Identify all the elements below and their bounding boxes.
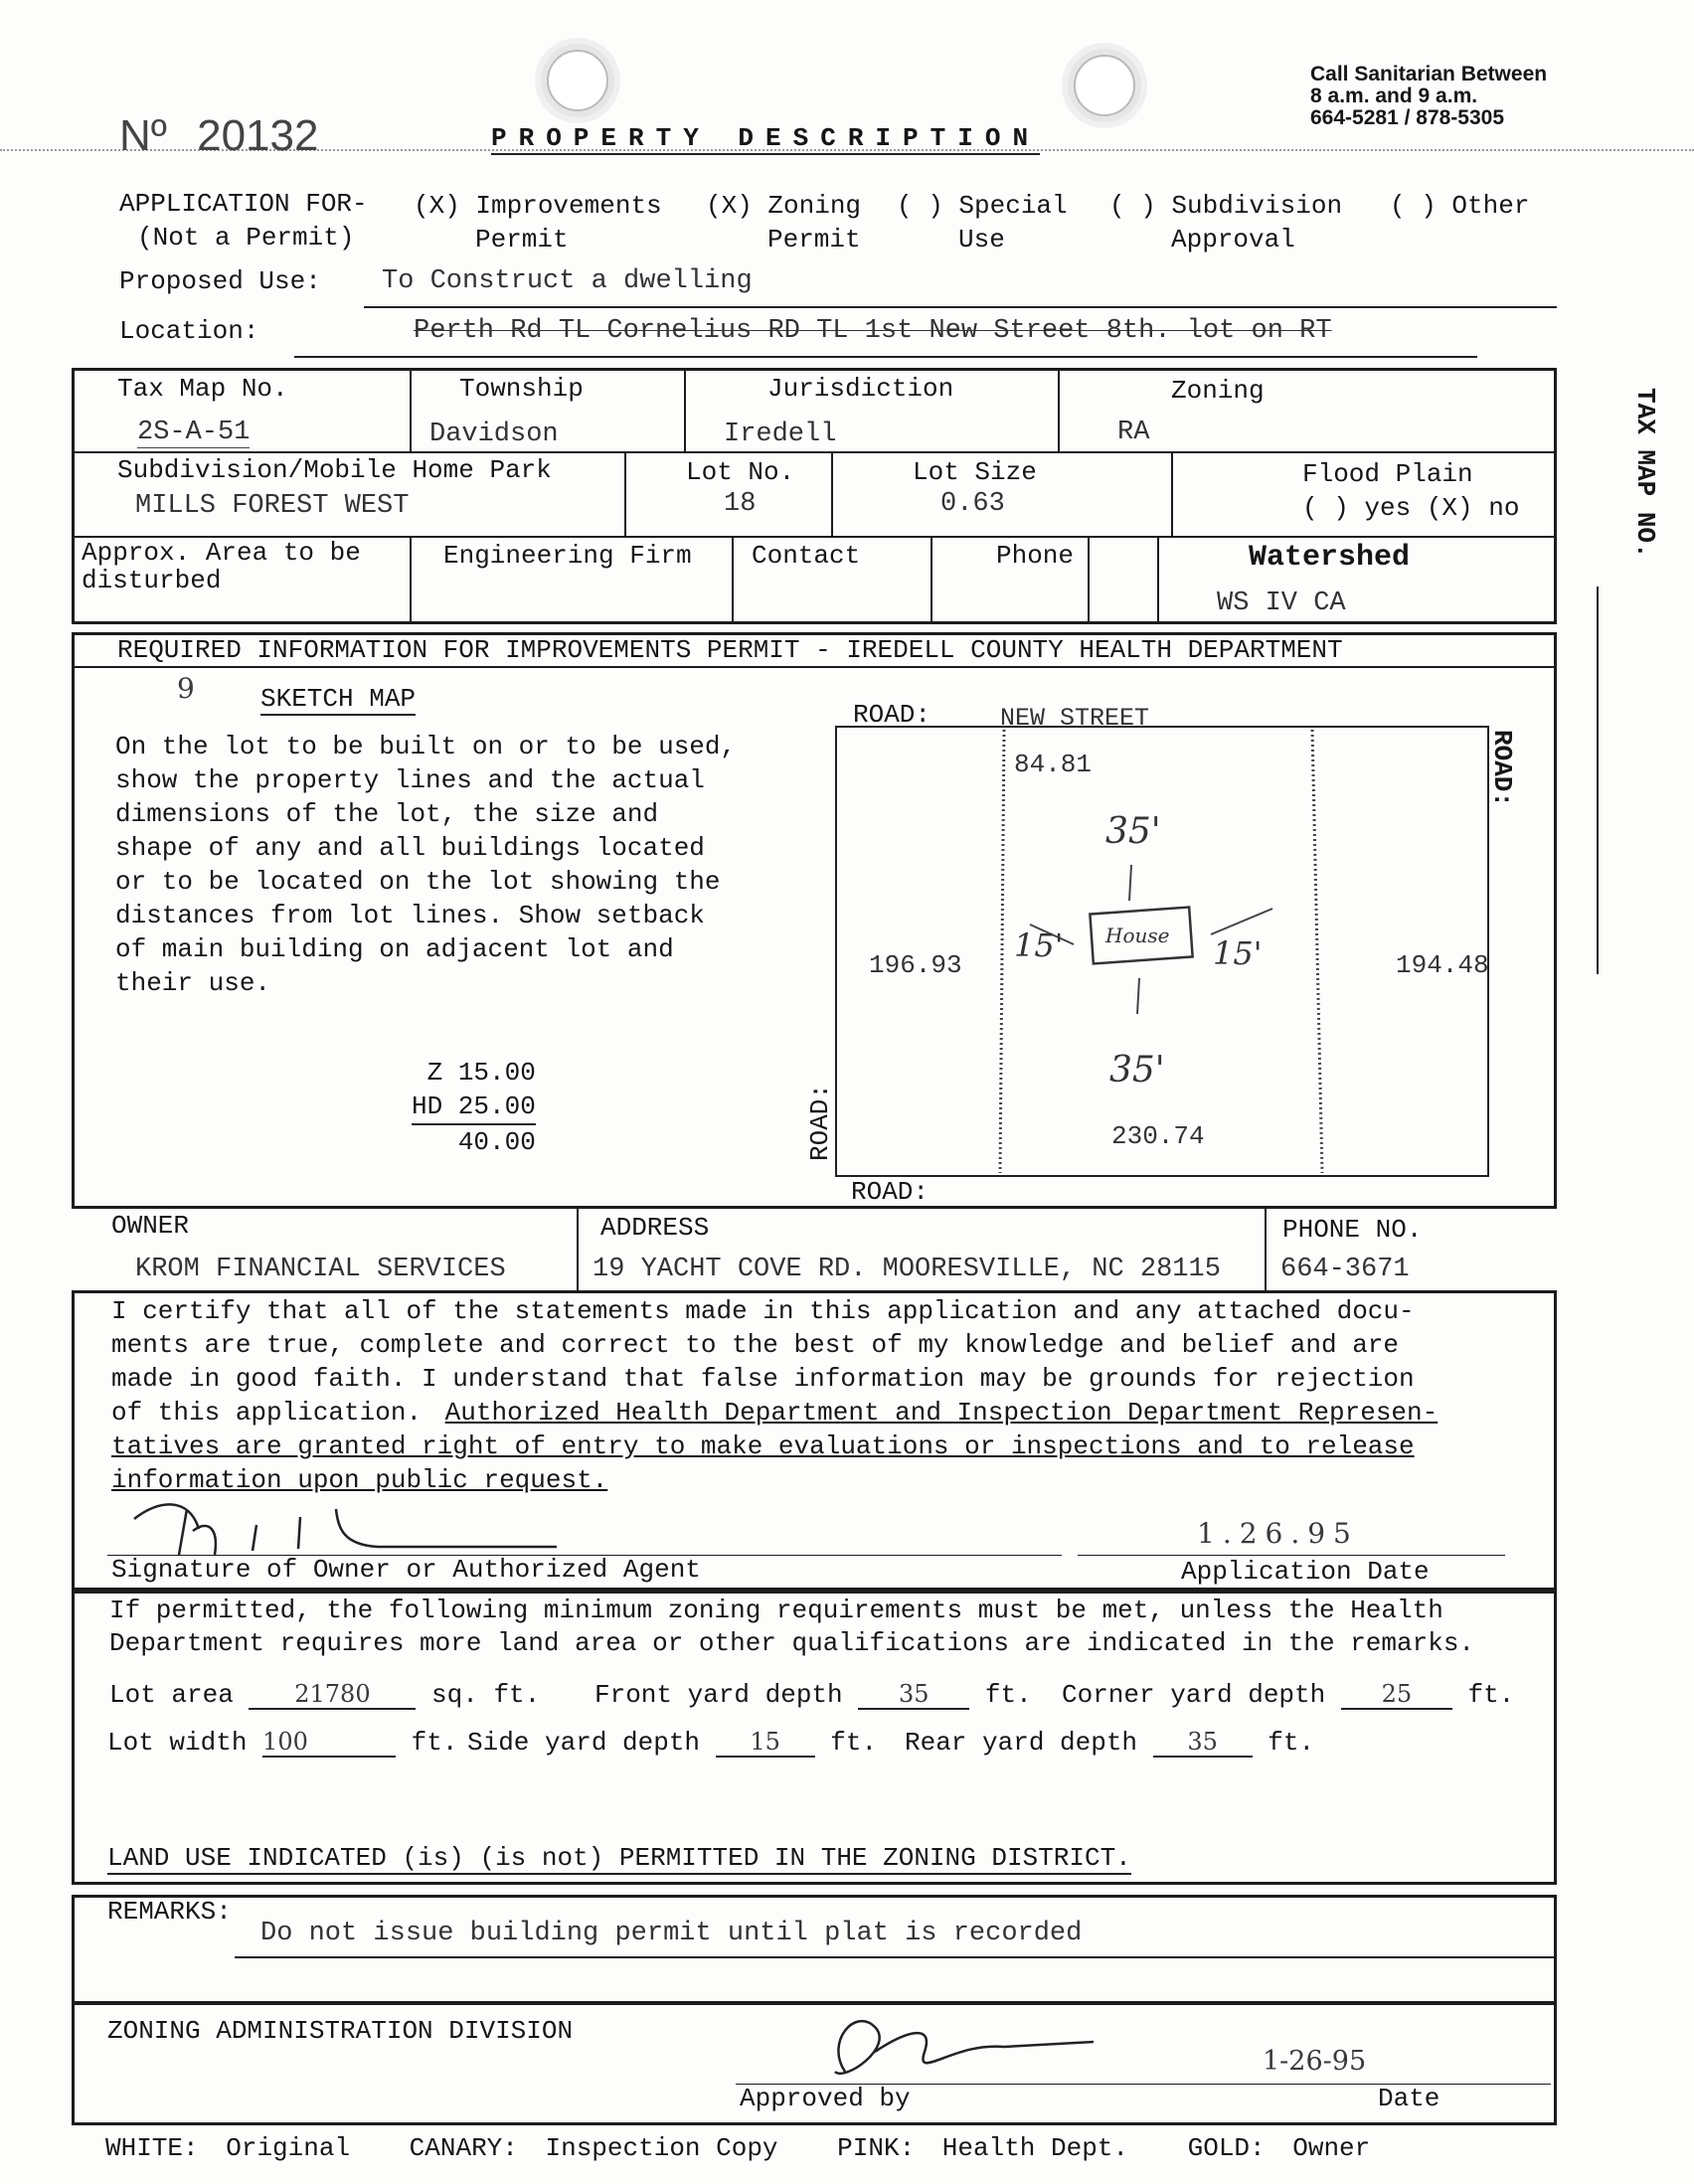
application-label — [119, 187, 368, 254]
house-label: House — [1105, 924, 1170, 947]
call-line-1: Call Sanitarian Between — [1310, 63, 1548, 85]
front-yard-value[interactable]: 35 — [858, 1680, 969, 1710]
option-label-2: Permit — [475, 225, 569, 254]
option-label: Special — [958, 191, 1068, 221]
signature-label: Signature of Owner or Authorized Agent — [111, 1555, 701, 1585]
contact-label: Contact — [752, 541, 861, 571]
application-date-value[interactable]: 1.26.95 — [1197, 1517, 1359, 1550]
instruction-line: dimensions of the lot, the size and — [115, 799, 659, 829]
watershed-label: Watershed — [1249, 541, 1411, 575]
pink-value: Health Dept. — [941, 2133, 1129, 2163]
improvements-header: REQUIRED INFORMATION FOR IMPROVEMENTS PERMIT - IREDELL COUNTY HEALTH DEPARTMENT — [117, 635, 1343, 665]
number-prefix: Nº — [119, 111, 167, 160]
lot-line-right — [1312, 730, 1322, 1173]
approved-by-label: Approved by — [740, 2084, 911, 2113]
front-setback: 35' — [1105, 811, 1161, 852]
lot-size-label: Lot Size — [913, 457, 1037, 487]
grid-divider — [831, 451, 833, 537]
owner-value[interactable]: KROM FINANCIAL SERVICES — [135, 1255, 506, 1284]
area-label-line1: Approx. Area to be — [82, 538, 361, 568]
rear-yard-label: Rear yard depth — [905, 1728, 1138, 1758]
date-line — [1078, 1555, 1505, 1556]
area-label-line2: disturbed — [82, 566, 222, 595]
option-label: Improvements — [475, 191, 662, 221]
rear-yard-unit: ft. — [1268, 1728, 1315, 1758]
address-label: ADDRESS — [600, 1213, 710, 1243]
left-dimension: 196.93 — [869, 950, 962, 980]
cert-underlined-line: information upon public request. — [111, 1465, 608, 1495]
setback-arrow-bottom — [1137, 978, 1139, 1014]
tax-map-side-label: TAX MAP NO. — [1630, 388, 1660, 559]
rear-setback: 35' — [1109, 1050, 1165, 1091]
option-special-use[interactable] — [897, 189, 1068, 256]
side-yard-value[interactable]: 15 — [716, 1728, 815, 1758]
approval-date-label: Date — [1378, 2084, 1440, 2113]
proposed-use-field[interactable] — [364, 266, 1557, 308]
grid-row-line-1 — [72, 451, 1557, 453]
phone-label: Phone — [996, 541, 1075, 571]
owner-divider — [1265, 1207, 1267, 1290]
sketch-map-title: SKETCH MAP — [260, 684, 417, 714]
owner-label: OWNER — [111, 1211, 190, 1241]
z-value: Z 15.00 — [426, 1058, 536, 1088]
option-mark: (X) — [706, 191, 753, 221]
grid-divider — [1088, 536, 1090, 624]
lot-area-unit: sq. ft. — [431, 1680, 541, 1710]
option-mark: ( ) — [897, 191, 943, 221]
side-yard-unit: ft. — [830, 1728, 878, 1758]
lot-width-value[interactable]: 100 — [262, 1728, 396, 1758]
corner-yard-row — [1062, 1680, 1514, 1710]
grid-divider — [732, 536, 734, 624]
lot-no-value[interactable]: 18 — [724, 489, 757, 519]
instruction-line: of main building on adjacent lot and — [115, 934, 674, 964]
grid-divider — [410, 368, 412, 452]
location-label: Location: — [119, 316, 259, 346]
lot-size-value[interactable]: 0.63 — [940, 489, 1005, 519]
application-label-line2: (Not a Permit) — [137, 223, 355, 252]
instruction-line: show the property lines and the actual — [115, 765, 705, 795]
pink-label: PINK: — [837, 2133, 916, 2163]
instruction-line: or to be located on the lot showing the — [115, 867, 721, 897]
lot-area-label: Lot area — [109, 1680, 234, 1710]
cert-line: of this application. — [111, 1398, 423, 1428]
white-label: WHITE: — [105, 2133, 199, 2163]
road-label-top: ROAD: — [853, 700, 932, 730]
call-line-3: 664-5281 / 878-5305 — [1310, 106, 1504, 129]
instruction-line: On the lot to be built on or to be used, — [115, 732, 737, 761]
remarks-line-1 — [235, 1956, 1555, 1958]
option-mark: ( ) — [1390, 191, 1437, 221]
road-label-right: ROAD: — [1487, 730, 1517, 808]
rear-yard-row — [905, 1728, 1314, 1758]
grid-divider — [624, 451, 626, 537]
grid-divider — [1058, 368, 1060, 452]
tax-map-value[interactable]: 2S-A-51 — [137, 418, 251, 447]
flood-plain-label: Flood Plain — [1302, 459, 1473, 489]
option-other[interactable] — [1390, 189, 1529, 223]
option-subdivision[interactable] — [1109, 189, 1342, 256]
punch-hole-left — [547, 50, 608, 111]
approval-date-value[interactable]: 1-26-95 — [1263, 2046, 1367, 2077]
road-label-left: ROAD: — [805, 1084, 835, 1162]
location-field[interactable] — [294, 316, 1477, 358]
township-value[interactable]: Davidson — [429, 420, 559, 449]
zoning-intro — [109, 1595, 1474, 1660]
lot-no-label: Lot No. — [686, 457, 795, 487]
phone-no-value[interactable]: 664-3671 — [1280, 1255, 1410, 1284]
lot-width-unit: ft. — [411, 1728, 458, 1758]
option-label-2: Approval — [1171, 225, 1295, 254]
tax-map-side-line — [1597, 587, 1599, 974]
flood-plain-options[interactable]: ( ) yes (X) no — [1302, 493, 1520, 523]
land-use-statement: LAND USE INDICATED (is) (is not) PERMITTED IN THE ZONING DISTRICT. — [107, 1843, 1131, 1873]
application-date-label: Application Date — [1181, 1557, 1430, 1587]
proposed-use-label: Proposed Use: — [119, 266, 321, 296]
option-mark: (X) — [414, 191, 460, 221]
township-label: Township — [459, 374, 584, 404]
area-disturbed-label — [82, 539, 361, 594]
subdivision-label: Subdivision/Mobile Home Park — [117, 455, 552, 485]
cert-line: made in good faith. I understand that false information may be grounds for rejection — [111, 1364, 1415, 1394]
canary-label: CANARY: — [409, 2133, 518, 2163]
distribution-footer — [105, 2133, 1370, 2163]
lot-area-row — [109, 1680, 540, 1710]
tax-map-label: Tax Map No. — [117, 374, 288, 404]
owner-divider — [577, 1207, 579, 1290]
canary-value: Inspection Copy — [545, 2133, 778, 2163]
cert-line: ments are true, complete and correct to the best of my knowledge and belief and are — [111, 1330, 1400, 1360]
cert-underlined-line: tatives are granted right of entry to make evaluations or inspections and to release — [111, 1431, 1415, 1461]
call-sanitarian-note — [1310, 64, 1547, 129]
gold-value: Owner — [1292, 2133, 1371, 2163]
corner-yard-unit: ft. — [1467, 1680, 1515, 1710]
owner-row-top — [72, 1207, 1557, 1209]
jurisdiction-value[interactable]: Iredell — [724, 420, 837, 449]
phone-no-label: PHONE NO. — [1282, 1215, 1423, 1245]
corner-yard-label: Corner yard depth — [1062, 1680, 1326, 1710]
improvements-header-line — [72, 666, 1557, 668]
cert-line: I certify that all of the statements made in this application and any attached docu- — [111, 1296, 1415, 1326]
top-road-name: NEW STREET — [1000, 704, 1150, 733]
setback-arrow-right — [1211, 909, 1272, 934]
option-zoning[interactable] — [706, 189, 861, 256]
proposed-use-value: To Construct a dwelling — [382, 266, 753, 296]
form-number — [119, 111, 318, 161]
left-setback: 15' — [1014, 926, 1064, 964]
setback-arrow-top — [1129, 865, 1131, 901]
handwritten-mark: 9 — [177, 672, 195, 705]
call-line-2: 8 a.m. and 9 a.m. — [1310, 84, 1478, 107]
option-label: Zoning — [767, 191, 862, 221]
grid-divider — [410, 536, 412, 624]
right-setback: 15' — [1213, 934, 1263, 972]
setback-values — [412, 1056, 536, 1159]
address-value[interactable]: 19 YACHT COVE RD. MOORESVILLE, NC 28115 — [593, 1255, 1221, 1284]
form-title: PROPERTY DESCRIPTION — [491, 123, 1041, 153]
zoning-label: Zoning — [1171, 376, 1265, 406]
punch-hole-right — [1074, 55, 1135, 116]
instruction-line: their use. — [115, 968, 271, 998]
sketch-diagram — [835, 726, 1491, 1179]
rear-yard-value[interactable]: 35 — [1153, 1728, 1253, 1758]
corner-yard-value[interactable]: 25 — [1341, 1680, 1452, 1710]
remarks-section — [72, 1895, 1557, 2004]
grid-divider — [931, 536, 932, 624]
grid-divider — [1171, 451, 1173, 537]
grid-divider — [1157, 536, 1159, 624]
number-value: 20132 — [197, 111, 319, 160]
side-yard-row — [467, 1728, 877, 1758]
jurisdiction-label: Jurisdiction — [767, 374, 954, 404]
option-label: Other — [1451, 191, 1530, 221]
subdivision-value[interactable]: MILLS FOREST WEST — [135, 491, 410, 521]
hd-value: HD 25.00 — [412, 1090, 536, 1125]
total-value: 40.00 — [457, 1127, 536, 1157]
instruction-line: distances from lot lines. Show setback — [115, 901, 705, 930]
cert-line-mixed — [111, 1396, 1438, 1429]
gold-label: GOLD: — [1187, 2133, 1266, 2163]
right-dimension: 194.48 — [1396, 950, 1489, 980]
top-dimension: 84.81 — [1014, 750, 1093, 779]
side-yard-label: Side yard depth — [467, 1728, 701, 1758]
option-label-2: Permit — [767, 225, 861, 254]
zoning-intro-line2: Department requires more land area or other qualifications are indicated in the remarks. — [109, 1628, 1475, 1658]
zoning-intro-line1: If permitted, the following minimum zoning requirements must be met, unless the Health — [109, 1596, 1443, 1625]
approver-signature — [805, 2002, 1103, 2092]
front-yard-row — [594, 1680, 1032, 1710]
owner-signature — [129, 1489, 567, 1559]
lot-width-row — [107, 1728, 457, 1758]
option-label: Subdivision — [1171, 191, 1343, 221]
grid-divider — [684, 368, 686, 452]
lot-width-label: Lot width — [107, 1728, 248, 1758]
location-value: Perth Rd TL Cornelius RD TL 1st New Street 8th. lot on RT — [414, 316, 1332, 346]
cert-underlined-start: Authorized Health Department and Inspection Department Represen- — [444, 1398, 1439, 1428]
engineering-firm-label: Engineering Firm — [443, 541, 692, 571]
lot-line-left — [1000, 730, 1004, 1173]
option-improvements[interactable] — [414, 189, 662, 256]
watershed-value[interactable]: WS IV CA — [1217, 588, 1346, 618]
white-value: Original — [226, 2133, 351, 2163]
application-label-line1: APPLICATION FOR- — [119, 189, 368, 219]
zoning-value[interactable]: RA — [1117, 418, 1150, 447]
instruction-line: shape of any and all buildings located — [115, 833, 705, 863]
certification-text — [111, 1294, 1438, 1497]
option-label-2: Use — [958, 225, 1005, 254]
option-mark: ( ) — [1109, 191, 1156, 221]
road-label-bottom: ROAD: — [851, 1177, 930, 1207]
remarks-label: REMARKS: — [107, 1897, 232, 1927]
front-yard-unit: ft. — [984, 1680, 1032, 1710]
remarks-value[interactable]: Do not issue building permit until plat is recorded — [260, 1919, 1083, 1948]
sketch-instructions — [115, 730, 736, 1000]
zoning-division-label: ZONING ADMINISTRATION DIVISION — [107, 2016, 574, 2046]
lot-area-value[interactable]: 21780 — [249, 1680, 416, 1710]
bottom-dimension: 230.74 — [1111, 1121, 1205, 1151]
front-yard-label: Front yard depth — [594, 1680, 843, 1710]
